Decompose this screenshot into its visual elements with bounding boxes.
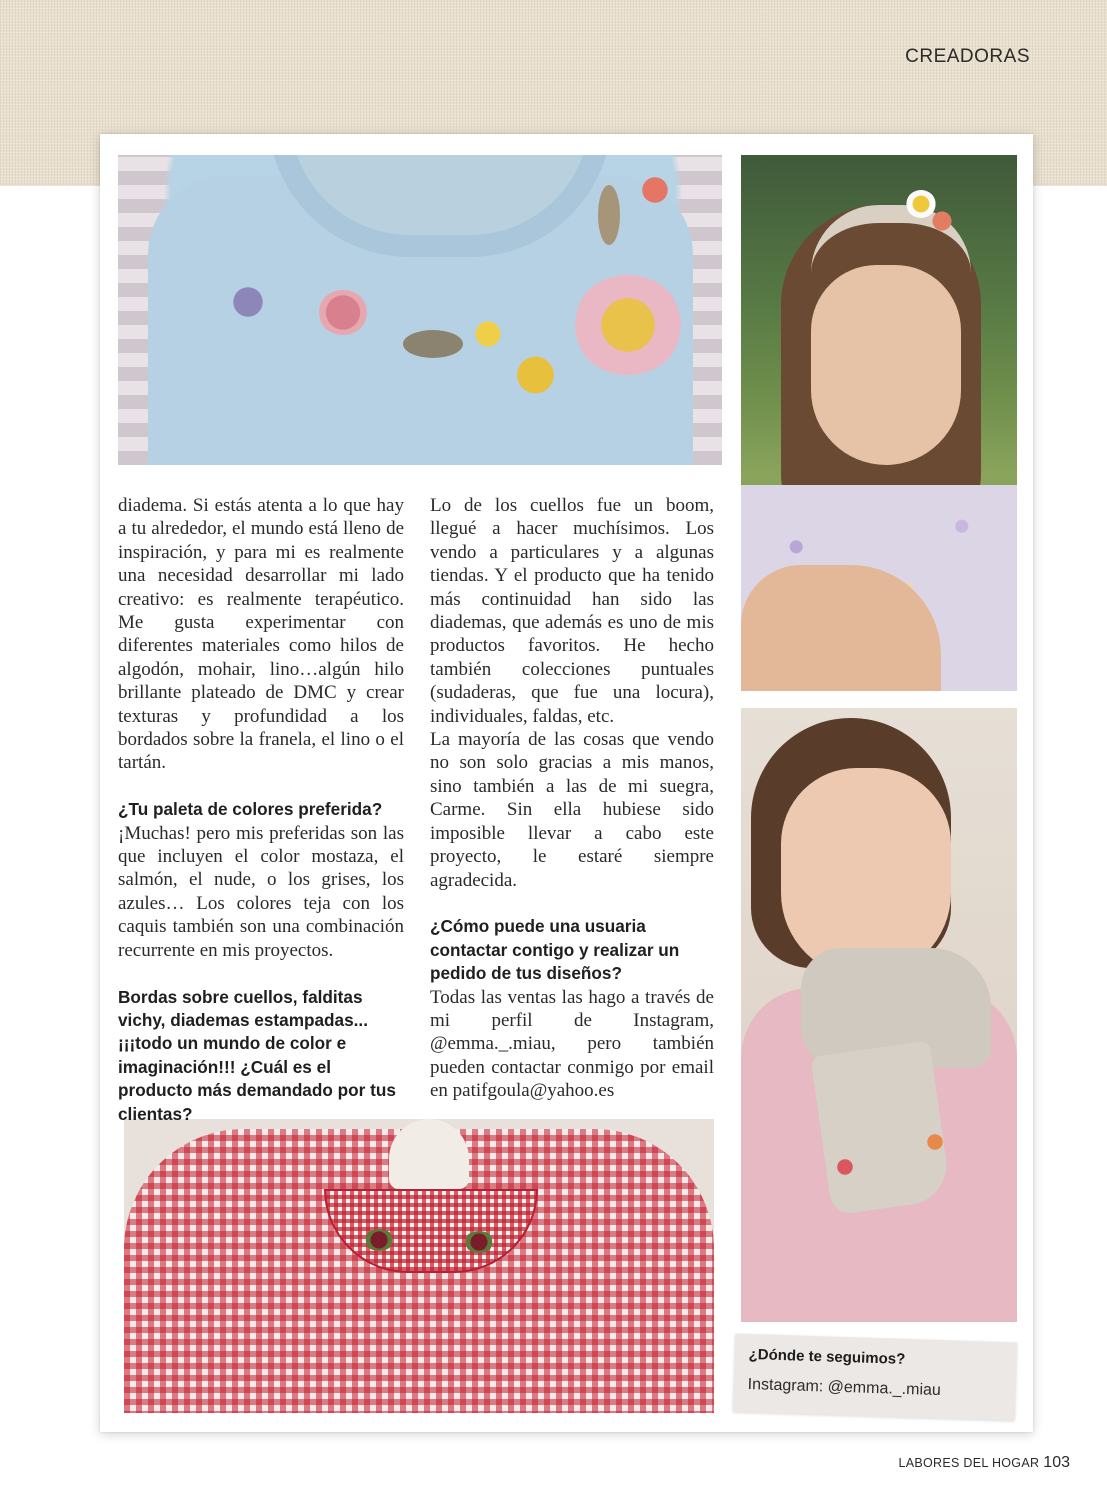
section-label: CREADORAS — [905, 46, 1030, 67]
left-text-column — [118, 494, 404, 1126]
embroidered-leaf — [598, 185, 620, 245]
question-palette: ¿Tu paleta de colores preferida? — [118, 799, 383, 820]
embroidered-flower — [513, 355, 558, 395]
photo-embroidered-sweatshirt — [118, 155, 722, 465]
page-number: 103 — [1043, 1454, 1070, 1471]
collar-embroidery — [464, 1231, 494, 1253]
question-contact: ¿Cómo puede una usuaria contactar contigo y realizar un pedido de tus diseños? — [430, 916, 680, 984]
embroidered-flower — [836, 1158, 854, 1176]
right-text-column — [430, 494, 714, 1103]
instagram-handle: Instagram: @emma._.miau — [747, 1376, 942, 1400]
intro-paragraph: diadema. Si estás atenta a lo que hay a tu alrededor, el mundo está lleno de inspiración, y para mi es realmente una necesidad desarrollar mi lado creativo: es realmente terapéutico. Me gusta experimentar con diferentes materiales como hilos de algodón, mohair, lino…algún hilo brillante plateado de DMC y crear texturas y profundidad a los bordados sobre la franela, el lino o el tartán. — [118, 495, 404, 774]
answer-contact: Todas las ventas las hago a través de mi perfil de Instagram, @emma._.miau, pero también pueden contactar conmigo por email en patifgoula@yahoo.es — [430, 986, 714, 1102]
embroidered-flower — [473, 320, 503, 348]
girl-face — [781, 768, 951, 978]
photo-girl-scarf — [741, 708, 1017, 1322]
headband-flower — [931, 210, 953, 232]
follow-title: ¿Dónde te seguimos? — [748, 1346, 906, 1368]
embroidered-flower — [638, 175, 672, 205]
question-products: Bordas sobre cuellos, falditas vichy, diademas estampadas... ¡¡¡todo un mundo de color e imaginación!!! ¿Cuál es el producto más demandado por tus clientas? — [118, 986, 396, 1124]
answer-palette: ¡Muchas! pero mis preferidas son las que incluyen el color mostaza, el salmón, el nude, o los grises, los azules… Los colores teja con los caquis también son una combinación recurrente en mis proyectos. — [118, 822, 404, 961]
page-footer — [899, 1454, 1071, 1472]
collar-embroidery — [364, 1229, 394, 1251]
wooden-hanger — [389, 1119, 469, 1189]
embroidered-leaf — [403, 330, 463, 358]
embroidered-flower — [228, 285, 268, 319]
photo-gingham-dress — [124, 1119, 714, 1413]
girl-face — [811, 265, 961, 465]
scarf-tail — [810, 1040, 951, 1215]
embroidered-flower — [573, 275, 683, 375]
follow-box — [733, 1334, 1017, 1421]
answer-products: Lo de los cuellos fue un boom, llegué a hacer muchísimos. Los vendo a particulares y a algunas tiendas. Y el producto que ha tenido más continuidad han sido las diademas, que además es uno de mis productos favoritos. He hecho también colecciones puntuales (sudaderas, que fue una locura), individuales, faldas, etc. — [430, 495, 714, 727]
embroidered-flower — [926, 1133, 944, 1151]
photo-girl-headband — [741, 155, 1017, 691]
answer-products-continued: La mayoría de las cosas que vendo no son solo gracias a mis manos, sino también a las de mi suegra, Carme. Sin ella hubiese sido imposible llevar a cabo este proyecto, le estaré siempre agradecida. — [430, 729, 714, 891]
magazine-name: LABORES DEL HOGAR — [898, 1456, 1040, 1470]
embroidered-flower — [318, 290, 368, 335]
headband-flower — [906, 190, 936, 218]
